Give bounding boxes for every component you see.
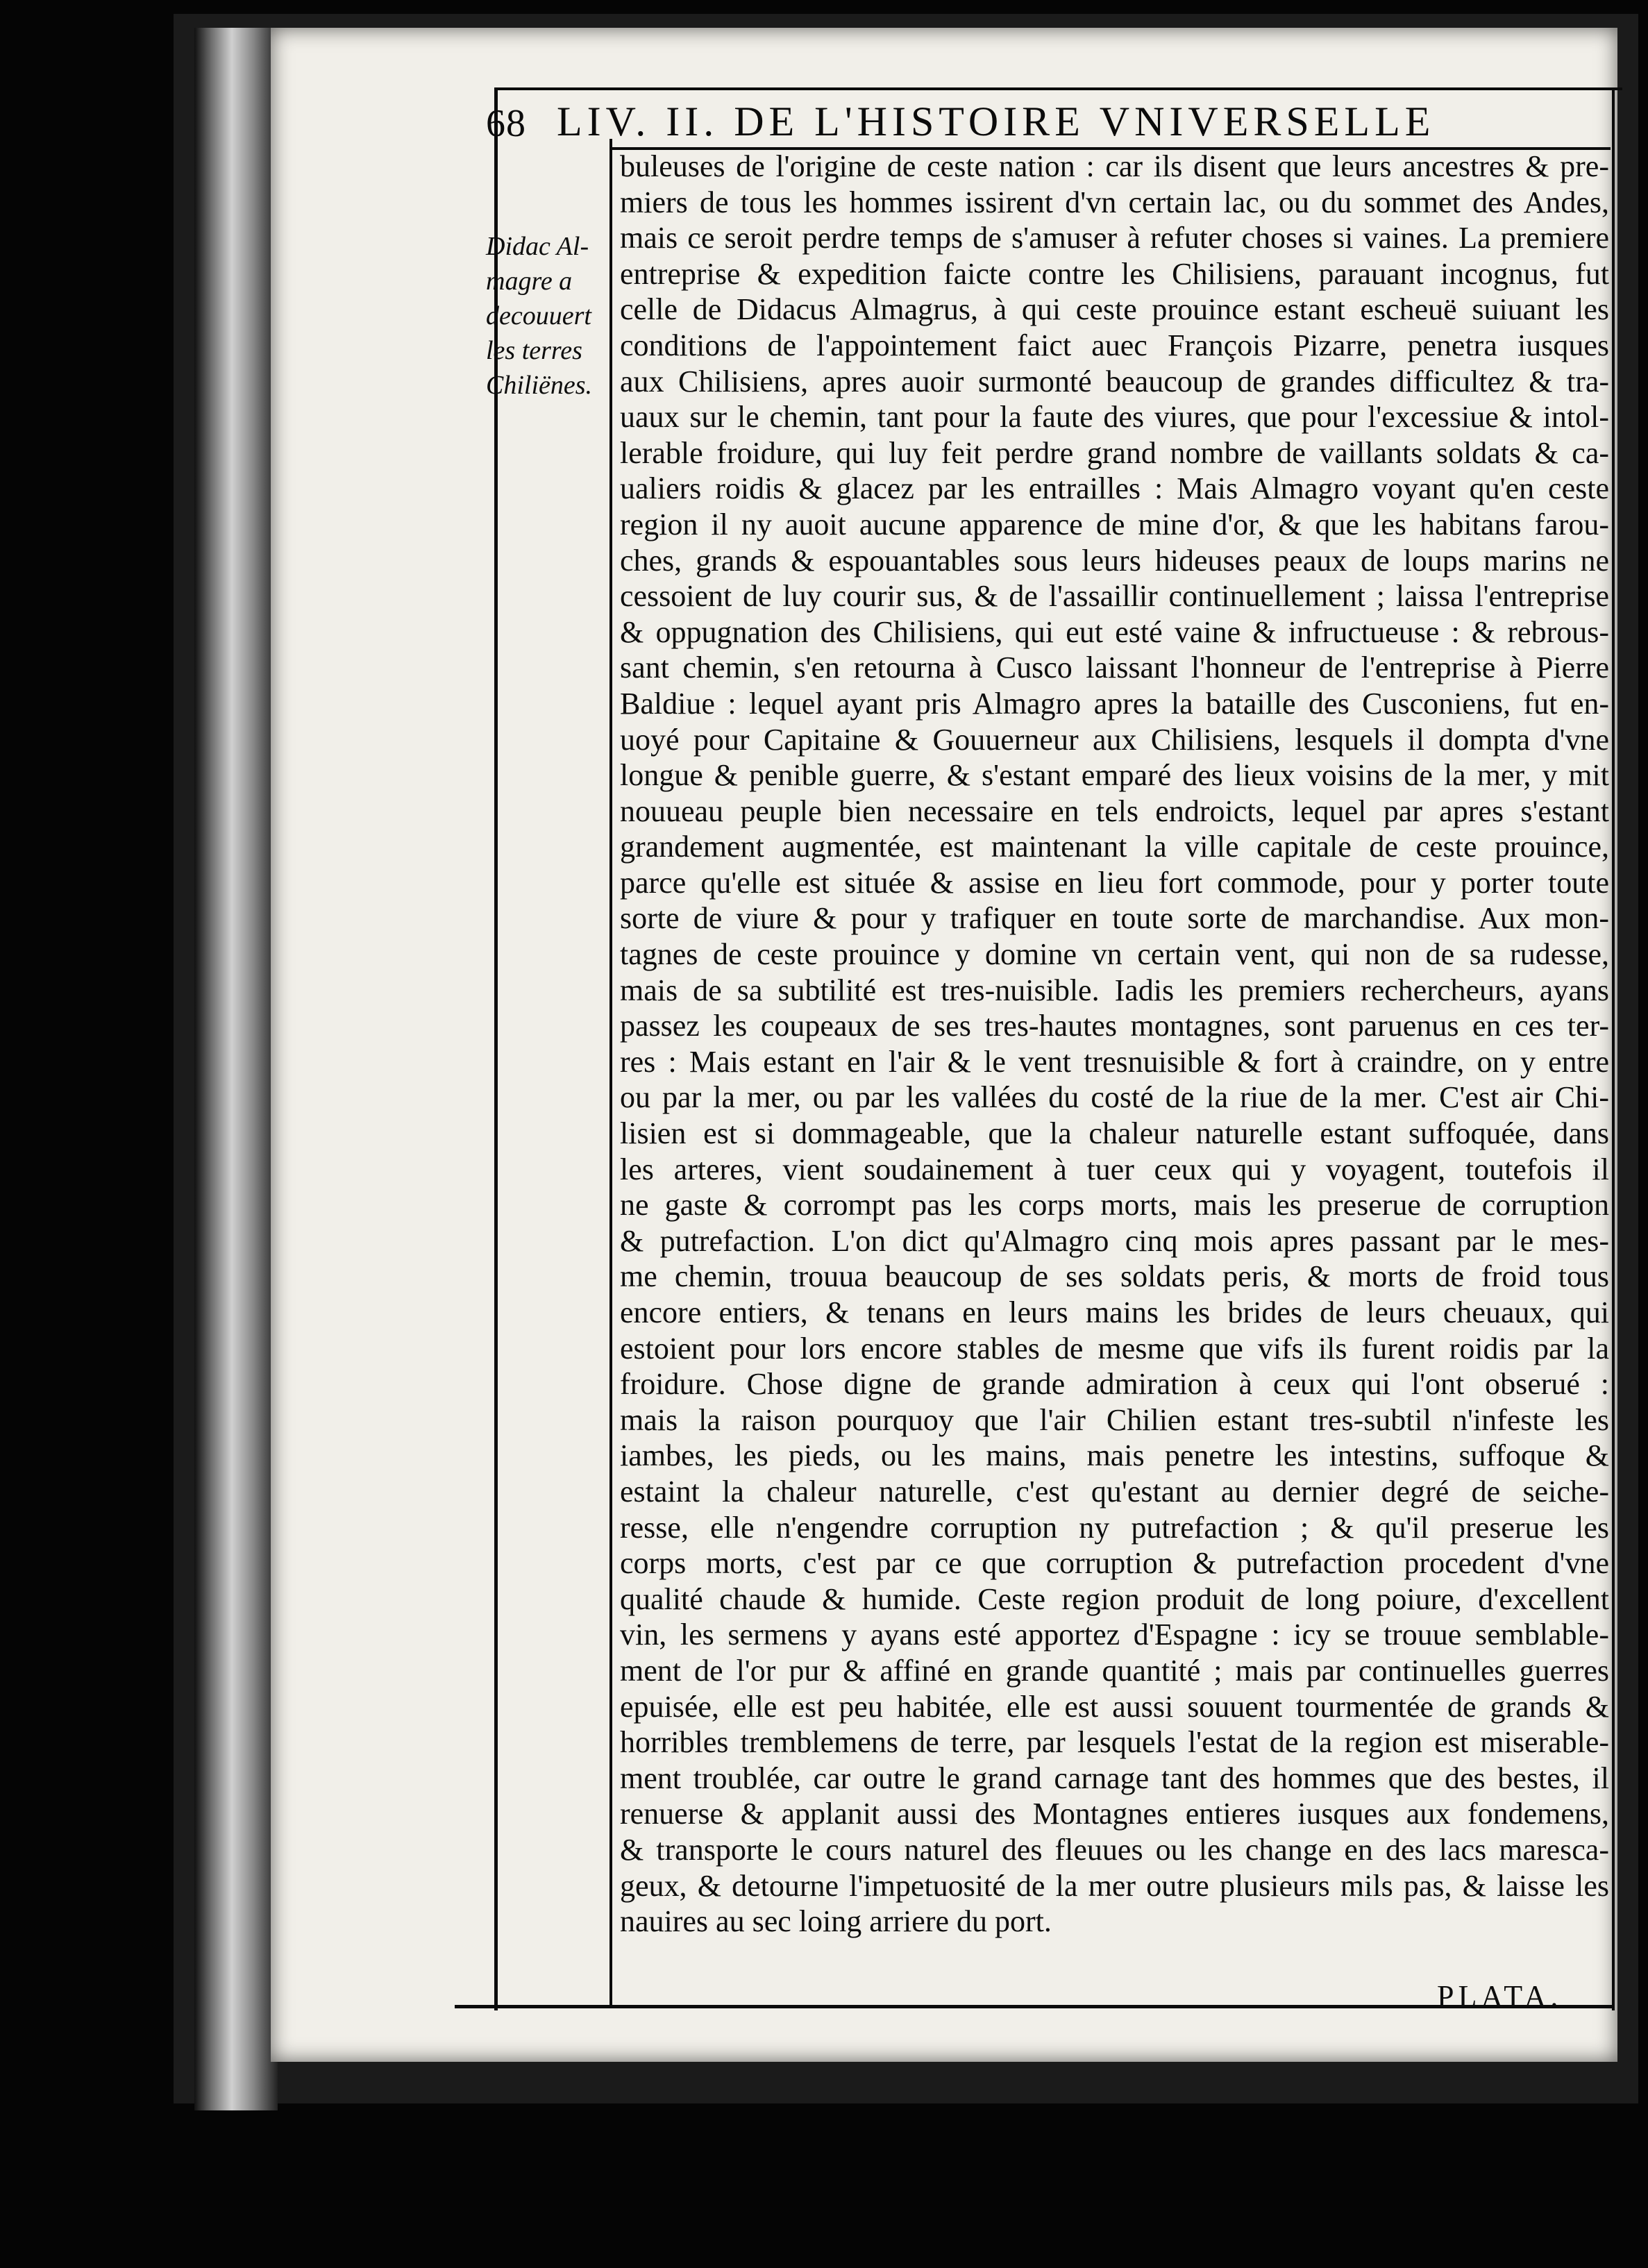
text-line: nauires au sec loing arriere du port. bbox=[620, 1904, 1052, 1939]
text-line: uoyé pour Capitaine & Gouuerneur aux Chilisiens, lesquels il dompta d'vne bbox=[620, 722, 1609, 757]
marginal-note bbox=[486, 229, 607, 403]
text-line: estaint la chaleur naturelle, c'est qu'estant au dernier degré de seiche- bbox=[620, 1474, 1609, 1509]
text-line: les arteres, vient soudainement à tuer ceux qui y voyagent, toutefois il bbox=[620, 1152, 1609, 1186]
frame-right-rule bbox=[1612, 87, 1615, 2010]
text-line: mais ce seroit perdre temps de s'amuser à refuter choses si vaines. La premiere bbox=[620, 221, 1609, 255]
text-line: sorte de viure & pour y trafiquer en toute sorte de marchandise. Aux mon- bbox=[620, 901, 1609, 936]
text-line: buleuses de l'origine de ceste nation : car ils disent que leurs ancestres & pre- bbox=[620, 149, 1609, 183]
text-line: ment de l'or pur & affiné en grande quantité ; mais par continuelles guerres bbox=[620, 1653, 1609, 1688]
text-line: qualité chaude & humide. Ceste region produit de long poiure, d'excellent bbox=[620, 1581, 1609, 1616]
text-line: tagnes de ceste prouince y domine vn certain vent, qui non de sa rudesse, bbox=[620, 937, 1609, 972]
page-number: 68 bbox=[486, 102, 526, 145]
marginal-line: Didac Al- bbox=[486, 232, 589, 261]
text-line: conditions de l'appointement faict auec François Pizarre, penetra iusques bbox=[620, 328, 1609, 362]
text-line: Baldiue : lequel ayant pris Almagro apres la bataille des Cusconiens, fut en- bbox=[620, 686, 1609, 721]
text-line: aux Chilisiens, apres auoir surmonté beaucoup de grandes difficultez & tra- bbox=[620, 364, 1609, 398]
text-line: corps morts, c'est par ce que corruption & putrefaction procedent d'vne bbox=[620, 1546, 1609, 1581]
text-line: ches, grands & espouantables sous leurs hideuses peaux de loups marins ne bbox=[620, 543, 1609, 578]
book-spine-edge bbox=[194, 28, 278, 2110]
text-line: region il ny auoit aucune apparence de mine d'or, & que les habitans farou- bbox=[620, 507, 1609, 541]
text-line: mais de sa subtilité est tres-nuisible. Iadis les premiers rechercheurs, ayans bbox=[620, 973, 1609, 1007]
text-line: res : Mais estant en l'air & le vent tresnuisible & fort à craindre, on y entre bbox=[620, 1044, 1609, 1079]
text-line: me chemin, trouua beaucoup de ses soldats peris, & morts de froid tous bbox=[620, 1259, 1609, 1294]
text-line: ualiers roidis & glacez par les entrailles : Mais Almagro voyant qu'en ceste bbox=[620, 471, 1609, 506]
text-line: ne gaste & corrompt pas les corps morts, mais les preserue de corruption bbox=[620, 1188, 1609, 1223]
text-line: grandement augmentée, est maintenant la ville capitale de ceste prouince, bbox=[620, 830, 1609, 864]
page-header bbox=[486, 80, 1617, 146]
text-line: froidure. Chose digne de grande admiration à ceux qui l'ont obserué : bbox=[620, 1367, 1609, 1402]
body-text bbox=[620, 149, 1609, 1940]
text-line: renuerse & applanit aussi des Montagnes entieres iusques aux fondemens, bbox=[620, 1797, 1609, 1831]
text-line: uaux sur le chemin, tant pour la faute des viures, que pour l'excessiue & intol- bbox=[620, 400, 1609, 435]
text-line: resse, elle n'engendre corruption ny putrefaction ; & qu'il preserue les bbox=[620, 1510, 1609, 1545]
text-line: passez les coupeaux de ses tres-hautes montagnes, sont paruenus en ces ter- bbox=[620, 1009, 1609, 1043]
text-line: miers de tous les hommes issirent d'vn certain lac, ou du sommet des Andes, bbox=[620, 185, 1609, 219]
text-line: entreprise & expedition faicte contre les Chilisiens, parauant incognus, fut bbox=[620, 256, 1609, 291]
text-line: celle de Didacus Almagrus, à qui ceste prouince estant escheuë suiuant les bbox=[620, 292, 1609, 327]
text-line: ou par la mer, ou par les vallées du costé de la riue de la mer. C'est air Chi- bbox=[620, 1080, 1609, 1115]
text-line: iambes, les pieds, ou les mains, mais penetre les intestins, suffoque & bbox=[620, 1438, 1609, 1473]
marginal-line: magre a bbox=[486, 267, 573, 296]
marginal-line: les terres bbox=[486, 336, 582, 365]
text-line: & putrefaction. L'on dict qu'Almagro cinq mois apres passant par le mes- bbox=[620, 1223, 1609, 1258]
frame-column-rule bbox=[609, 139, 612, 2006]
text-line: encore entiers, & tenans en leurs mains les brides de leurs cheuaux, qui bbox=[620, 1295, 1609, 1329]
text-line: longue & penible guerre, & s'estant emparé des lieux voisins de la mer, y mit bbox=[620, 758, 1609, 793]
text-line: estoient pour lors encore stables de mesme que vifs ils furent roidis par la bbox=[620, 1331, 1609, 1366]
text-line: ment troublée, car outre le grand carnage tant des hommes que des bestes, il bbox=[620, 1761, 1609, 1795]
text-line: parce qu'elle est située & assise en lieu fort commode, pour y porter toute bbox=[620, 865, 1609, 900]
text-line: & transporte le cours naturel des fleuues ou les change en des lacs maresca- bbox=[620, 1832, 1609, 1867]
text-line: lisien est si dommageable, que la chaleur naturelle estant suffoquée, dans bbox=[620, 1116, 1609, 1151]
text-line: & oppugnation des Chilisiens, qui eut esté vaine & infructueuse : & rebrous- bbox=[620, 614, 1609, 649]
text-line: geux, & detourne l'impetuosité de la mer outre plusieurs mils pas, & laisse les bbox=[620, 1868, 1609, 1903]
text-line: cessoient de luy courir sus, & de l'assaillir continuellement ; laissa l'entreprise bbox=[620, 579, 1609, 614]
text-line: nouueau peuple bien necessaire en tels endroicts, lequel par apres s'estant bbox=[620, 793, 1609, 828]
running-head: LIV. II. DE L'HISTOIRE VNIVERSELLE bbox=[557, 99, 1436, 144]
text-line: epuisée, elle est peu habitée, elle est aussi souuent tourmentée de grands & bbox=[620, 1689, 1609, 1724]
text-line: lerable froidure, qui luy feit perdre grand nombre de vaillants soldats & ca- bbox=[620, 435, 1609, 470]
text-line: sant chemin, s'en retourna à Cusco laissant l'honneur de l'entreprise à Pierre bbox=[620, 650, 1609, 685]
marginal-line: Chiliënes. bbox=[486, 371, 593, 400]
catchword: PLATA. bbox=[1437, 1979, 1563, 2013]
text-line: mais la raison pourquoy que l'air Chilien estant tres-subtil n'infeste les bbox=[620, 1402, 1609, 1437]
text-line: horribles tremblemens de terre, par lesquels l'estat de la region est miserable- bbox=[620, 1725, 1609, 1760]
marginal-line: decouuert bbox=[486, 301, 591, 330]
text-line: vin, les sermens y ayans esté apportez d'Espagne : icy se trouue semblable- bbox=[620, 1618, 1609, 1652]
